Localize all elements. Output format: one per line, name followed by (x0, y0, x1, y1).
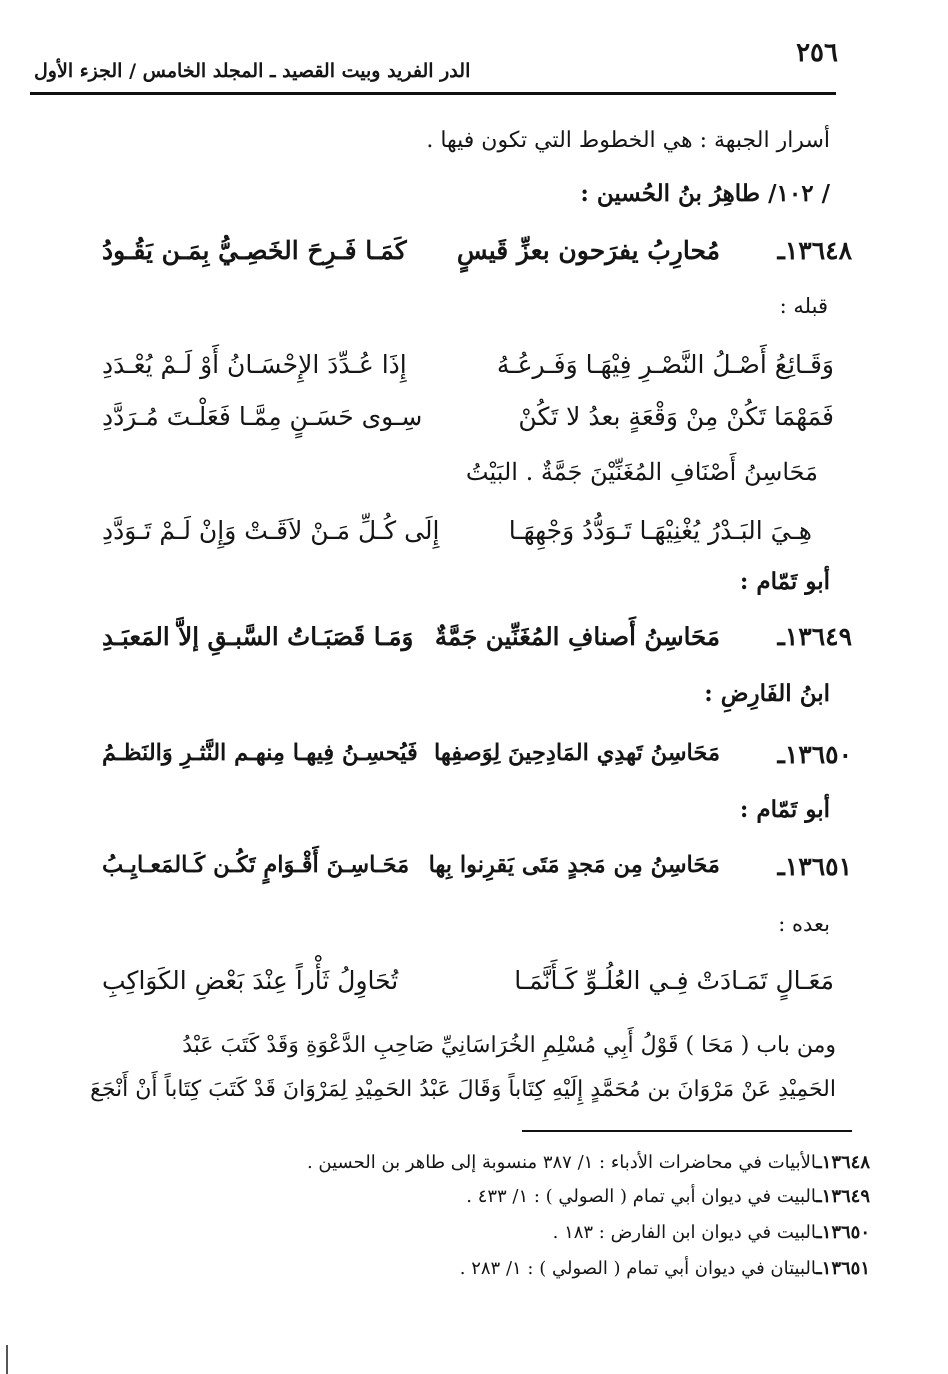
header-rule (30, 92, 836, 95)
heading-line: مَحَاسِنُ أَصْنَافِ المُغَنِّيْنَ جَمَّةٌ . البَيْتُ (465, 458, 818, 486)
footnote (460, 1258, 870, 1279)
quoted-verse (96, 516, 852, 556)
footnote-number: ١٣٦٤٨ـ (816, 1152, 870, 1173)
verse-second-hemistich: إِلَى كُـلِّ مَـنْ لاَقَـتْ وَإِنْ لَـمْ تَـوَدَّدِ (102, 516, 440, 545)
prose-paragraph (90, 1024, 836, 1112)
page-number: ٢٥٦ (796, 38, 838, 68)
verse-number: ١٣٦٤٩ـ (777, 622, 852, 651)
footnote-number: ١٣٦٤٩ـ (816, 1186, 870, 1207)
scan-margin-mark (6, 1345, 8, 1374)
quoted-verse (96, 966, 852, 1006)
verse-number: ١٣٦٤٨ـ (777, 236, 852, 265)
verse-first-hemistich: مَعَـالٍ تَمَـادَتْ فِـي العُلُـوِّ كَـأَنَّمَـا (514, 966, 834, 995)
verse-second-hemistich: فَيُحسِـنُ فِيهـا مِنهـم النَّثـرِ وَالنَظـمُ (102, 740, 418, 766)
footnote-text: الأبيات في محاضرات الأدباء : ١/ ٣٨٧ منسوبة إلى طاهر بن الحسين . (306, 1152, 817, 1173)
verse-second-hemistich: مَحَـاسِـنَ أَقْـوَامٍ تَكُـن كَـالمَعـايِـبُ (102, 852, 410, 878)
poet-name: ابنُ الفَارِضِ : (704, 680, 830, 707)
footnote-text: البيتان في ديوان أبي تمام ( الصولي ) : ١/ ٢٨٣ . (459, 1258, 817, 1279)
footnote (553, 1222, 870, 1243)
before-label: قبله : (779, 294, 828, 318)
poet-name: أبو تَمّام : (739, 796, 830, 823)
footnote-text: البيت في ديوان ابن الفارض : ١٨٣ . (552, 1222, 817, 1243)
poet-name: أبو تَمّام : (739, 568, 830, 595)
verse-first-hemistich: وَقَـائِعُ أَصْـلُ النَّصْـرِ فِيْهَـا وَفَـرعُـهُ (496, 350, 834, 379)
paragraph-line: ومن باب ( مَحَا ) قَوْلُ أَبِي مُسْلِمِ الخُرَاسَانِيِّ صَاحِبِ الدَّعْوَةِ وَقَدْ كَتَبَ عَبْدُ (182, 1033, 836, 1058)
verse-second-hemistich: كَمَـا فَـرِحَ الخَصِـيُّ بِمَـن يَقُـودُ (102, 236, 407, 265)
verse-second-hemistich: إِذَا عُـدِّدَ الإِحْسَـانُ أَوْ لَـمْ يُعْـدَدِ (102, 350, 407, 379)
footnote-rule (522, 1130, 852, 1132)
verse-second-hemistich: وَمَـا قَصَبَـاتُ السَّبـقِ إلاَّ المَعبَـدِ (102, 622, 414, 651)
verse-13649 (96, 622, 852, 662)
footnote (466, 1186, 870, 1207)
paragraph-line: الحَمِيْدِ عَنْ مَرْوَانَ بن مُحَمَّدٍ إِلَيْهِ كِتَاباً وَقَالَ عَبْدُ الحَمِيْدِ لِمَرْوَانَ قَدْ كَتَبَ كِتَاباً أَنْ أَنْجَعَ (90, 1077, 836, 1102)
verse-first-hemistich: مَحَاسِنُ تَهدِي المَادِحِينَ لِوَصفِها (434, 740, 720, 766)
verse-first-hemistich: مَحَاسِنُ أَصنافِ المُغَنِّين جَمَّةٌ (434, 622, 720, 651)
footnote-number: ١٣٦٥١ـ (816, 1258, 870, 1279)
verse-13650 (96, 740, 852, 780)
footnote-text: البيت في ديوان أبي تمام ( الصولي ) : ١/ ٤٣٣ . (466, 1186, 817, 1207)
verse-number: ١٣٦٥٠ـ (777, 740, 852, 769)
verse-first-hemistich: فَمَهْمَا تَكُنْ مِنْ وَقْعَةٍ بعدُ لا تَكُنْ (518, 402, 834, 431)
verse-13648 (96, 236, 852, 276)
after-label: بعده : (778, 912, 830, 936)
section-heading-tahir: / ١٠٢/ طاهِرُ بنُ الحُسين : (580, 180, 830, 207)
verse-13651 (96, 852, 852, 892)
footnote (307, 1152, 870, 1173)
running-title: الدر الفريد وبيت القصيد ـ المجلد الخامس / الجزء الأول (34, 60, 471, 82)
verse-first-hemistich: مَحَاسِنُ مِن مَجدٍ مَتَى يَقرِنوا بِها (428, 852, 720, 878)
verse-second-hemistich: تُحَاوِلُ ثَأْراً عِنْدَ بَعْضِ الكَوَاكِبِ (102, 966, 399, 995)
verse-first-hemistich: مُحارِبُ يفرَحون بعزِّ قَيسٍ (456, 236, 720, 265)
verse-first-hemistich: هِـيَ البَـدْرُ يُغْنِيْهَـا تَـوَدُّدُ وَجْهِهَـا (508, 516, 812, 545)
running-header (34, 38, 838, 88)
verse-number: ١٣٦٥١ـ (777, 852, 852, 881)
footnote-number: ١٣٦٥٠ـ (816, 1222, 870, 1243)
quoted-verse (96, 402, 852, 442)
intro-line: أسرار الجبهة : هي الخطوط التي تكون فيها . (426, 128, 830, 153)
quoted-verse (96, 350, 852, 390)
verse-second-hemistich: سِـوى حَسَـنٍ مِمَّـا فَعَلْـتَ مُـرَدَّدِ (102, 402, 423, 431)
